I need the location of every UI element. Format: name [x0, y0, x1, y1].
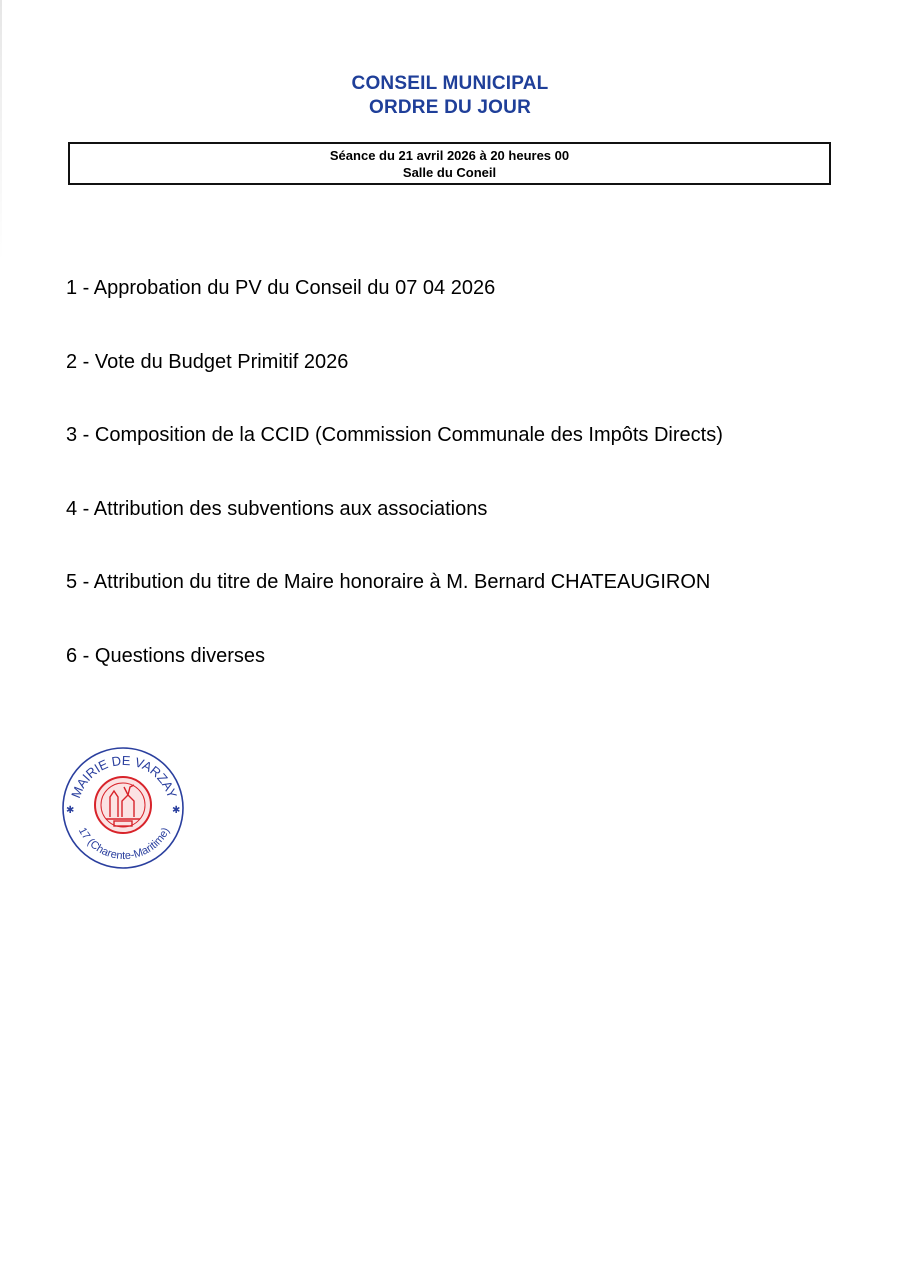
agenda-item: 2 - Vote du Budget Primitif 2026: [66, 350, 349, 373]
agenda-item: 5 - Attribution du titre de Maire honoraire à M. Bernard CHATEAUGIRON: [66, 571, 711, 593]
session-date: Séance du 21 avril 2026 à 20 heures 00: [329, 148, 570, 163]
agenda-item: 3 - Composition de la CCID (Commission Communale des Impôts Directs): [66, 424, 723, 446]
agenda-item: 4 - Attribution des subventions aux associations: [66, 497, 488, 520]
town-hall-stamp: [58, 745, 188, 871]
seal-icon: [95, 777, 151, 833]
agenda-list: [66, 272, 723, 713]
stamp-bottom-text: 17 (Charente-Maritime): [75, 825, 173, 863]
agenda-item: 6 - Questions diverses: [66, 644, 265, 667]
document-header: [0, 72, 900, 120]
stamp-top-text: MAIRIE DE VARZAY: [68, 752, 180, 801]
document-subtitle: ORDRE DU JOUR: [368, 97, 531, 118]
page-edge-shadow: [0, 0, 2, 260]
star-icon: ✱: [172, 805, 181, 816]
document-title: CONSEIL MUNICIPAL: [351, 73, 549, 94]
agenda-item: 1 - Approbation du PV du Conseil du 07 04 2026: [66, 277, 496, 299]
session-info-box: [68, 142, 831, 185]
star-icon: ✱: [66, 805, 75, 816]
session-location: Salle du Coneil: [402, 165, 497, 180]
